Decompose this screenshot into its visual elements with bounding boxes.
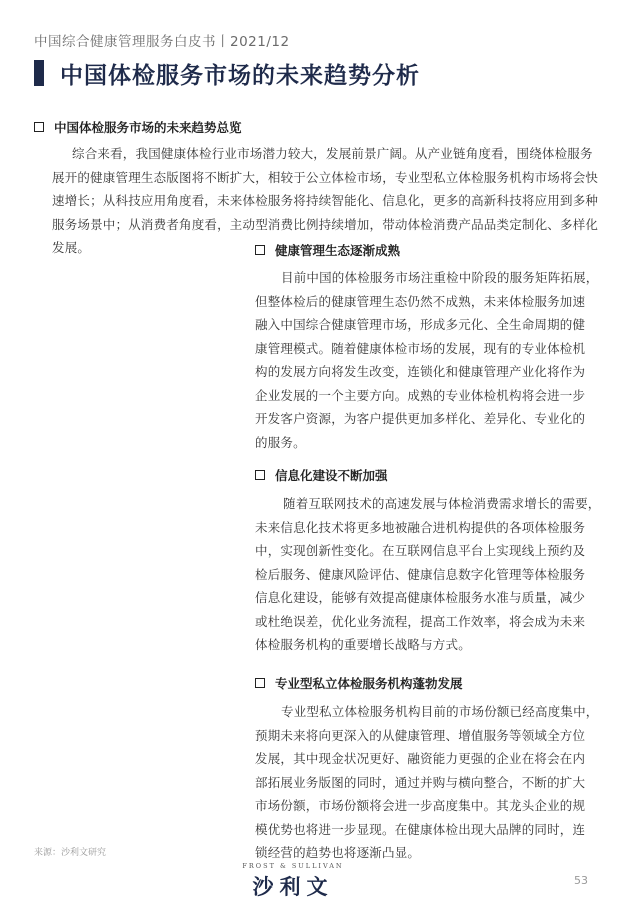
paragraph-line: 构的发展方向将发生改变，连锁化和健康管理产业化将作为 xyxy=(255,364,586,379)
paragraph-line: 企业发展的一个主要方向。成熟的专业体检机构将会进一步 xyxy=(255,387,586,403)
paragraph-line: 但整体检后的健康管理生态仍然不成熟，未来体检服务加速 xyxy=(255,293,586,309)
source-note: 来源：沙利文研究 xyxy=(34,848,107,858)
paragraph-line: 的服务。 xyxy=(255,434,306,450)
section-heading-text: 中国体检服务市场的未来趋势总览 xyxy=(54,120,242,135)
checkbox-bullet-icon xyxy=(34,122,44,132)
section-heading-informatization xyxy=(255,466,388,484)
paragraph-line: 检后服务、健康风险评估、健康信息数字化管理等体检服务 xyxy=(255,566,586,582)
section-heading-overview xyxy=(34,118,242,136)
paragraph-line: 中，实现创新性变化。在互联网信息平台上实现线上预约及 xyxy=(255,543,586,558)
section-heading-text: 信息化建设不断加强 xyxy=(275,468,388,483)
frost-sullivan-logo xyxy=(238,862,348,901)
logo-subtitle: FROST & SULLIVAN xyxy=(242,862,344,870)
paragraph-line: 康管理模式。随着健康体检市场的发展，现有的专业体检机 xyxy=(255,340,586,356)
checkbox-bullet-icon xyxy=(255,678,265,688)
paragraph-line: 未来信息化技术将更多地被融合进机构提供的各项体检服务 xyxy=(255,519,586,535)
paragraph-line: 开发客户资源，为客户提供更加多样化、差异化、专业化的 xyxy=(255,411,586,426)
paragraph-line: 模优势也将进一步显现。在健康体检出现大品牌的同时，连 xyxy=(255,821,586,837)
paragraph-line: 锁经营的趋势也将逐渐凸显。 xyxy=(255,845,421,860)
document-header: 中国综合健康管理服务白皮书丨2021/12 xyxy=(34,34,290,50)
paragraph-line: 市场份额，市场份额将会进一步高度集中。其龙头企业的规 xyxy=(255,798,586,813)
section-heading-private-institutions xyxy=(255,674,463,692)
section-paragraph-ecosystem xyxy=(255,266,600,454)
section-heading-ecosystem xyxy=(255,241,400,259)
paragraph-line: 服务场景中；从消费者角度看，主动型消费比例持续增加，带动体检消费产品品类定制化、多样化 xyxy=(52,216,599,232)
paragraph-line: 部拓展业务版图的同时，通过并购与横向整合，不断的扩大 xyxy=(255,774,586,790)
paragraph-line: 或杜绝误差，优化业务流程，提高工作效率，将会成为未来 xyxy=(255,613,586,629)
paragraph-line: 信息化建设，能够有效提高健康体检服务水准与质量，减少 xyxy=(255,590,586,605)
logo-name: 沙利文 xyxy=(252,875,334,899)
paragraph-line: 展开的健康管理生态版图将不断扩大，相较于公立体检市场，专业型私立体检服务机构市场将会快 xyxy=(52,169,599,185)
paragraph-line: 预期未来将向更深入的从健康管理、增值服务等领域全方位 xyxy=(255,727,586,743)
paragraph-line: 体检服务机构的重要增长战略与方式。 xyxy=(255,637,471,652)
page-title: 中国体检服务市场的未来趋势分析 xyxy=(60,63,420,89)
paragraph-line: 速增长；从科技应用角度看，未来体检服务将持续智能化、信息化，更多的高新科技将应用到多种 xyxy=(52,193,599,208)
checkbox-bullet-icon xyxy=(255,245,265,255)
section-paragraph-private-institutions xyxy=(255,700,600,865)
paragraph-line: 融入中国综合健康管理市场，形成多元化、全生命周期的健 xyxy=(255,317,586,332)
checkbox-bullet-icon xyxy=(255,470,265,480)
section-heading-text: 健康管理生态逐渐成熟 xyxy=(275,243,401,258)
paragraph-line: 目前中国的体检服务市场注重检中阶段的服务矩阵拓展， xyxy=(281,270,599,285)
title-accent-bar xyxy=(34,60,44,86)
section-paragraph-informatization xyxy=(255,492,600,657)
paragraph-line: 专业型私立体检服务机构目前的市场份额已经高度集中， xyxy=(281,704,599,719)
paragraph-line: 综合来看，我国健康体检行业市场潜力较大，发展前景广阔。从产业链角度看，围绕体检服务 xyxy=(72,146,593,161)
paragraph-line: 发展，其中现金状况更好、融资能力更强的企业在将会在内 xyxy=(255,751,586,766)
paragraph-line: 随着互联网技术的高速发展与体检消费需求增长的需要， xyxy=(283,496,601,511)
page-number: 53 xyxy=(574,874,588,887)
section-heading-text: 专业型私立体检服务机构蓬勃发展 xyxy=(275,676,463,691)
paragraph-line: 发展。 xyxy=(52,240,91,255)
